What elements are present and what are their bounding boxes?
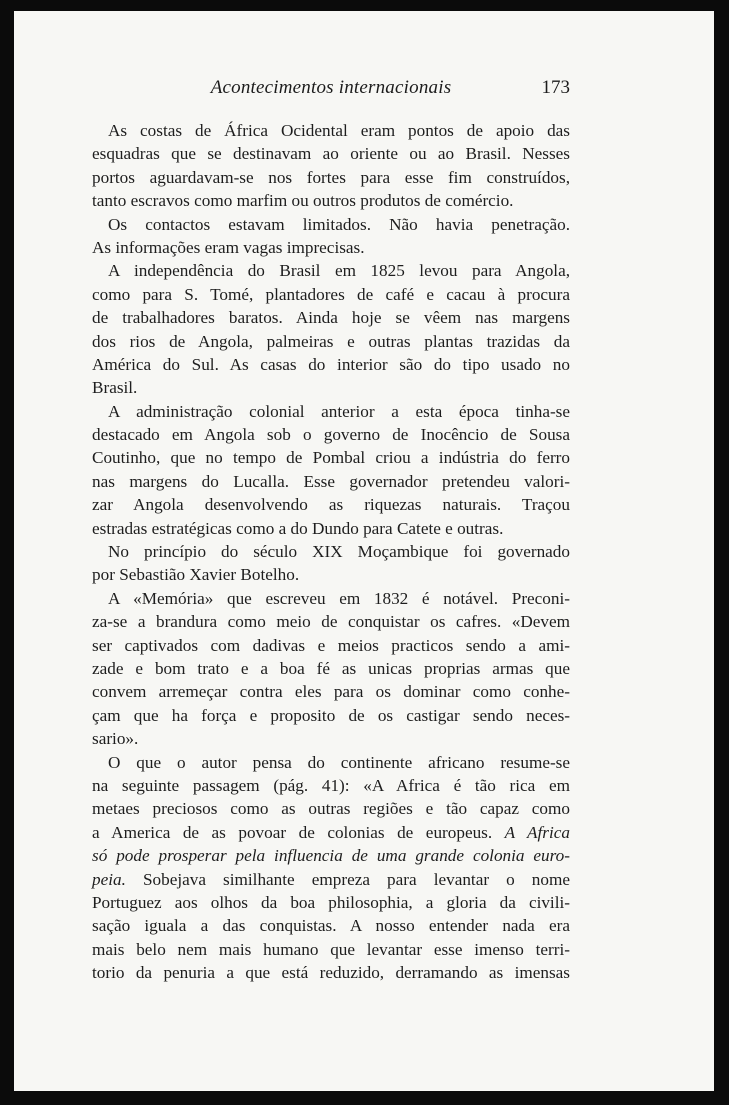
text-line — [92, 400, 570, 423]
text-line — [92, 680, 570, 703]
text-run: estradas estratégicas como a do Dundo para Catete e outras. — [92, 518, 504, 538]
italic-text: A Africa — [504, 822, 570, 842]
text-run: sação iguala a das conquistas. A nosso entender nada era — [92, 916, 570, 936]
running-title: Acontecimentos internacionais — [210, 77, 452, 98]
text-run: zar Angola desenvolvendo as riquezas naturais. Traçou — [92, 495, 570, 515]
text-run: As informações eram vagas imprecisas. — [92, 237, 365, 257]
text-run: de trabalhadores baratos. Ainda hoje se vêem nas margens — [92, 308, 570, 328]
text-line — [92, 353, 570, 376]
text-line — [92, 657, 570, 680]
text-run: No princípio do século XIX Moçambique foi governado — [108, 542, 570, 562]
body-text — [92, 119, 570, 984]
text-run: América do Sul. As casas do interior são do tipo usado no — [92, 354, 570, 374]
text-line — [92, 938, 570, 961]
text-run: na seguinte passagem (pág. 41): «A Africa é tão rica em — [92, 775, 570, 795]
text-line — [92, 330, 570, 353]
text-line — [92, 493, 570, 516]
text-line — [92, 470, 570, 493]
text-line — [92, 236, 570, 259]
text-run: a America de as povoar de colonias de europeus. — [92, 822, 505, 842]
text-run: A administração colonial anterior a esta época tinha-se — [108, 401, 570, 421]
text-run: dos rios de Angola, palmeiras e outras plantas trazidas da — [92, 331, 570, 351]
text-line — [92, 423, 570, 446]
text-line — [92, 540, 570, 563]
text-line — [92, 751, 570, 774]
text-run: A «Memória» que escreveu em 1832 é notável. Preconi- — [108, 588, 570, 608]
text-run: mais belo nem mais humano que levantar esse imenso terri- — [92, 939, 570, 959]
text-line — [92, 189, 570, 212]
text-line — [92, 914, 570, 937]
text-run: metaes preciosos como as outras regiões e tão capaz como — [92, 799, 570, 819]
text-run: Sobejava similhante empreza para levantar o nome — [125, 869, 570, 889]
text-run: za-se a brandura como meio de conquistar os cafres. «Devem — [92, 612, 570, 632]
text-line — [92, 142, 570, 165]
text-line — [92, 891, 570, 914]
text-run: torio da penuria a que está reduzido, derramando as imensas — [92, 963, 570, 983]
text-line — [92, 587, 570, 610]
text-run: tanto escravos como marfim ou outros produtos de comércio. — [92, 191, 514, 211]
text-run: Os contactos estavam limitados. Não havia penetração. — [108, 214, 570, 234]
text-line — [92, 563, 570, 586]
text-run: ser captivados com dadivas e meios practicos sendo a ami- — [92, 635, 570, 655]
text-line — [92, 166, 570, 189]
text-run: esquadras que se destinavam ao oriente ou ao Brasil. Nesses — [92, 144, 570, 164]
text-line — [92, 961, 570, 984]
text-line — [92, 446, 570, 469]
text-run: Portuguez aos olhos da boa philosophia, a gloria da civili- — [92, 892, 570, 912]
text-line — [92, 283, 570, 306]
text-run: destacado em Angola sob o governo de Inocêncio de Sousa — [92, 425, 570, 445]
text-line — [92, 821, 570, 844]
text-line — [92, 727, 570, 750]
text-run: como para S. Tomé, plantadores de café e cacau à procura — [92, 284, 570, 304]
text-line — [92, 259, 570, 282]
text-line — [92, 610, 570, 633]
running-head — [92, 77, 570, 103]
text-line — [92, 704, 570, 727]
page-number: 173 — [541, 77, 570, 98]
text-line — [92, 634, 570, 657]
text-run: zade e bom trato e a boa fé as unicas proprias armas que — [92, 658, 570, 678]
text-run: A independência do Brasil em 1825 levou para Angola, — [108, 261, 570, 281]
italic-text: só pode prosperar pela influencia de uma grande colonia euro- — [92, 846, 570, 866]
text-run: sario». — [92, 729, 139, 749]
text-run: Coutinho, que no tempo de Pombal criou a indústria do ferro — [92, 448, 570, 468]
text-run: As costas de África Ocidental eram pontos de apoio das — [108, 121, 570, 140]
text-line — [92, 306, 570, 329]
text-line — [92, 517, 570, 540]
text-line — [92, 376, 570, 399]
text-line — [92, 844, 570, 867]
text-run: por Sebastião Xavier Botelho. — [92, 565, 300, 585]
text-line — [92, 213, 570, 236]
italic-text: peia. — [92, 869, 126, 889]
text-run: convem arremeçar contra eles para os dominar como conhe- — [92, 682, 570, 702]
text-line — [92, 774, 570, 797]
text-run: Brasil. — [92, 378, 138, 398]
text-run: çam que ha força e proposito de os castigar sendo neces- — [92, 705, 570, 725]
book-page — [14, 11, 714, 1091]
text-line — [92, 119, 570, 142]
text-line — [92, 797, 570, 820]
text-run: portos aguardavam-se nos fortes para esse fim construídos, — [92, 167, 570, 187]
text-run: O que o autor pensa do continente africano resume-se — [108, 752, 570, 772]
text-line — [92, 868, 570, 891]
text-run: nas margens do Lucalla. Esse governador pretendeu valori- — [92, 471, 570, 491]
